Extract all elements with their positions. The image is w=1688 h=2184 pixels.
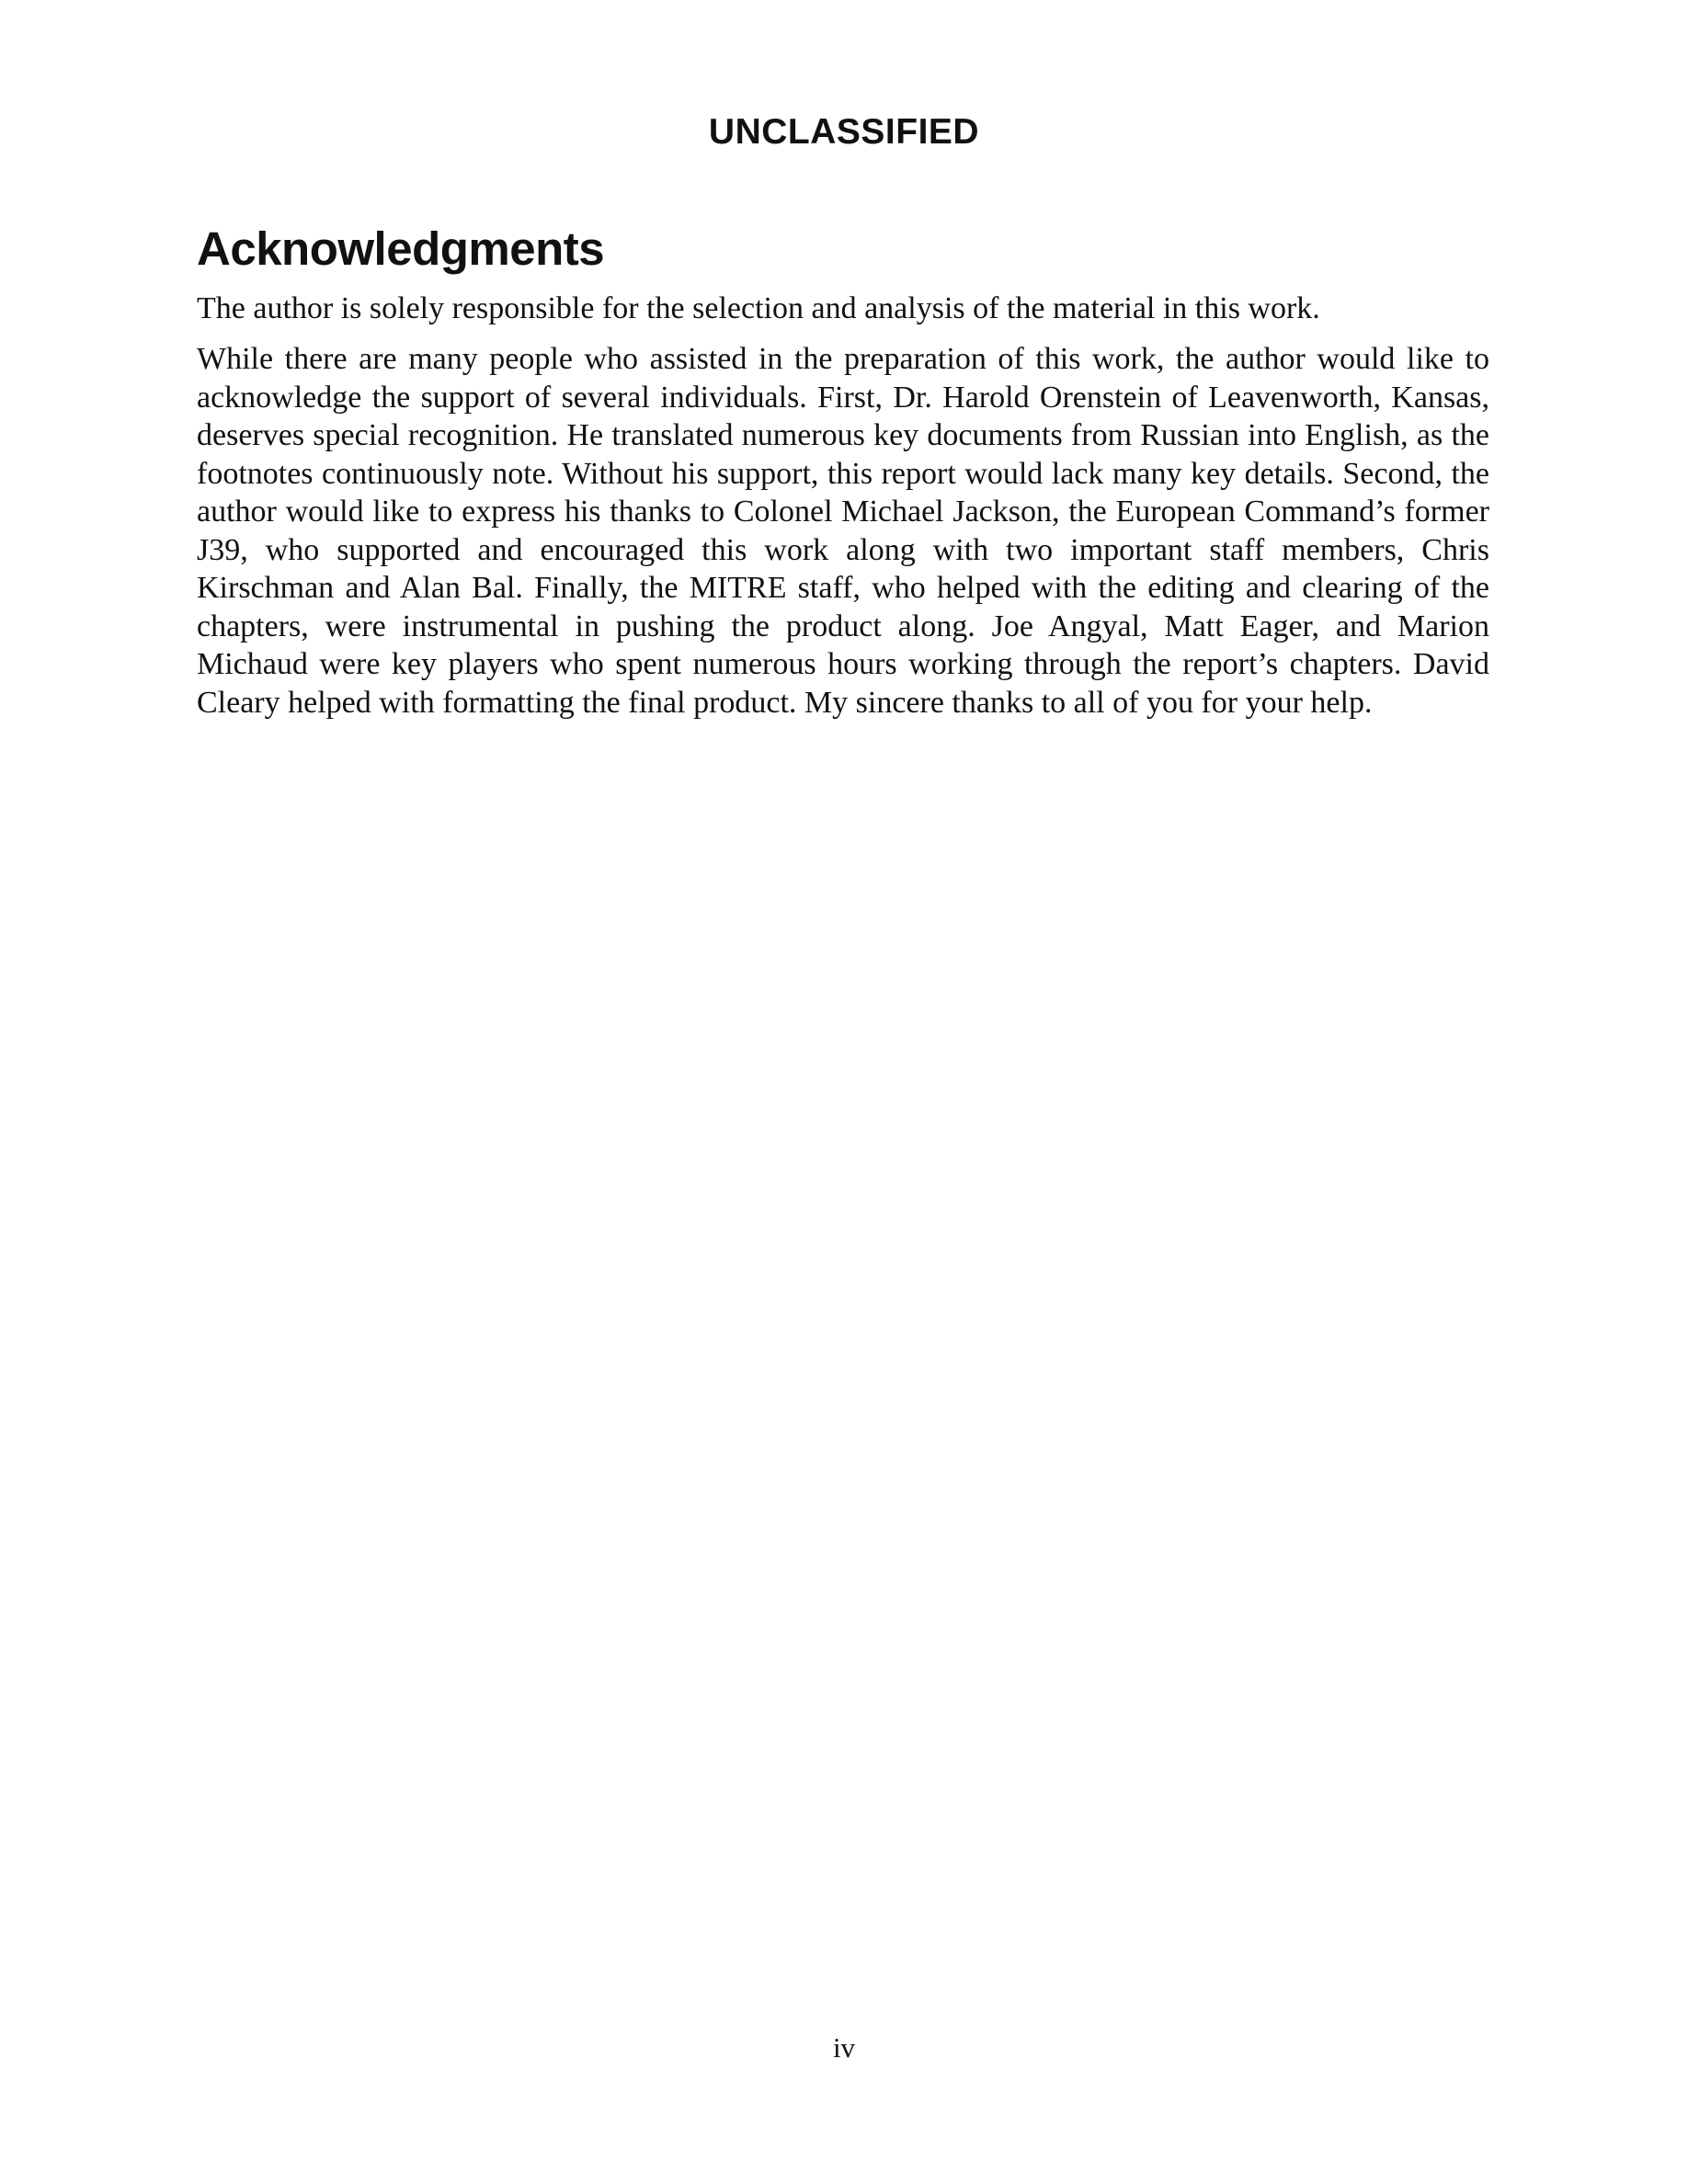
- page-number: iv: [832, 2031, 856, 2064]
- classification-marking: UNCLASSIFIED: [708, 112, 980, 152]
- paragraph-responsibility: The author is solely responsible for the selection and analysis of the material in this work.: [197, 290, 1320, 325]
- section-title: Acknowledgments: [197, 222, 605, 275]
- paragraph-thanks: While there are many people who assisted in the preparation of this work, the author would like to acknowledge the support of several individuals. First, Dr. Harold Orenstein of Leavenworth, Kansas, deserves special recognition. He translated numerous key documents from Russian into English, as the footnotes continuously note. Without his support, this report would lack many key details. Second, the author would like to express his thanks to Colonel Michael Jackson, the European Command’s former J39, who supported and encouraged this work along with two important staff members, Chris Kirschman and Alan Bal. Finally, the MITRE staff, who helped with the editing and clearing of the chapters, were instrumental in pushing the product along. Joe Angyal, Matt Eager, and Marion Michaud were key players who spent numerous hours working through the report’s chapters. David Cleary helped with formatting the final product. My sincere thanks to all of you for your help.: [197, 342, 1489, 720]
- acknowledgments-section: [197, 222, 1489, 734]
